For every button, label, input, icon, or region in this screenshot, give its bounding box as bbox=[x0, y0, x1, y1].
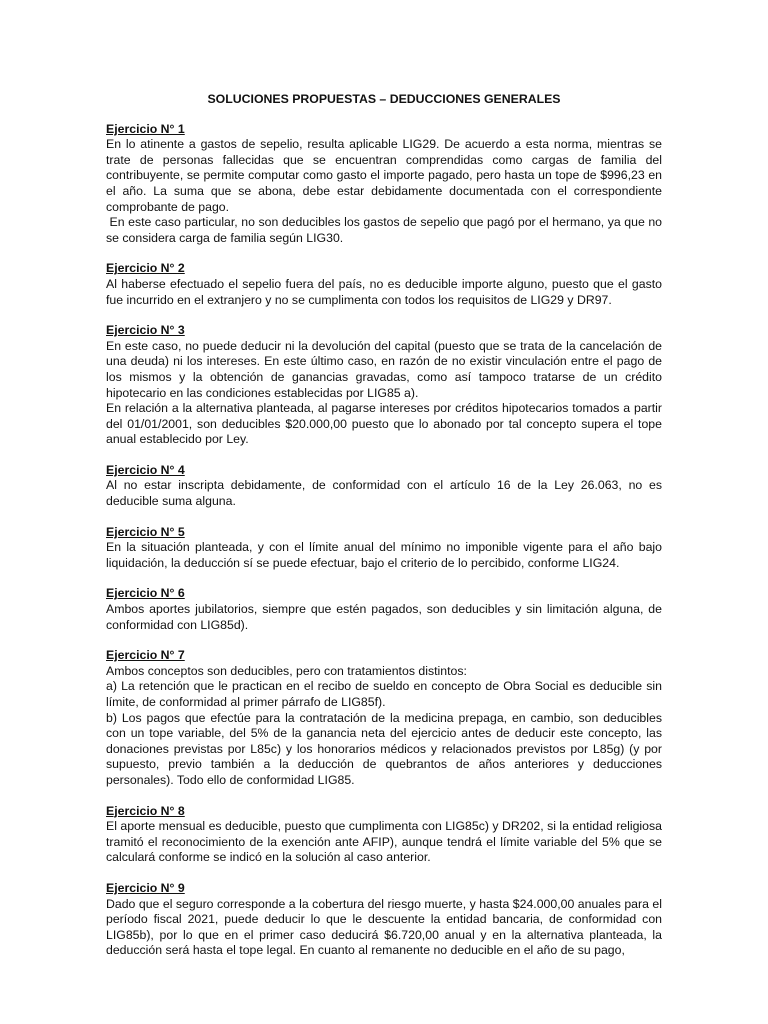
exercise-heading: Ejercicio N° 7 bbox=[106, 648, 185, 663]
exercise-heading: Ejercicio N° 2 bbox=[106, 261, 185, 276]
exercise-heading: Ejercicio N° 3 bbox=[106, 323, 185, 338]
exercise-paragraph: Al haberse efectuado el sepelio fuera del país, no es deducible importe alguno, puesto que el gasto fue incurrido en el extranjero y no se cumplimenta con todos los requisitos de LIG29 y DR97. bbox=[106, 276, 666, 307]
exercise-heading: Ejercicio N° 4 bbox=[106, 462, 185, 477]
exercise-paragraph: Ambos aportes jubilatorios, siempre que estén pagados, son deducibles y sin limitación alguna, de conformidad con LIG85d). bbox=[106, 602, 666, 632]
exercise-heading: Ejercicio N° 9 bbox=[106, 880, 185, 895]
exercise-section-7 bbox=[106, 648, 666, 788]
exercise-paragraph: En relación a la alternativa planteada, al pagarse intereses por créditos hipotecarios tomados a partir del 01/01/2001, son deducibles $20.000,00 puesto que lo abonado por tal concepto supera el tope anual establecido por Ley. bbox=[106, 401, 666, 447]
exercise-paragraph: b) Los pagos que efectúe para la contratación de la medicina prepaga, en cambio, son deducibles con un tope variable, del 5% de la ganancia neta del ejercicio antes de deducir este concepto, las donaciones previstas por L85c) y los honorarios médicos y relacionados previstos por L85g) (y por supuesto, previo también a la deducción de quebrantos de años anteriores y deducciones personales). Todo ello de conformidad LIG85. bbox=[106, 710, 666, 787]
document-title: SOLUCIONES PROPUESTAS – DEDUCCIONES GENERALES bbox=[207, 92, 561, 106]
exercise-paragraph: a) La retención que le practican en el recibo de sueldo en concepto de Obra Social es deducible sin límite, de conformidad al primer párrafo de LIG85f). bbox=[106, 679, 666, 709]
exercise-paragraph: El aporte mensual es deducible, puesto que cumplimenta con LIG85c) y DR202, si la entidad religiosa tramitó el reconocimiento de la exención ante AFIP), aunque tendrá el límite variable del 5% que se calculará conforme se indicó en la solución al caso anterior. bbox=[106, 819, 666, 865]
exercise-paragraph: Ambos conceptos son deducibles, pero con tratamientos distintos: bbox=[106, 663, 467, 678]
exercise-section-5 bbox=[106, 524, 666, 572]
exercise-paragraph: Al no estar inscripta debidamente, de conformidad con el artículo 16 de la Ley 26.063, no es deducible suma alguna. bbox=[106, 478, 666, 509]
exercise-paragraph: En lo atinente a gastos de sepelio, resulta aplicable LIG29. De acuerdo a esta norma, mientras se trate de personas fallecidas que se encuentran comprendidas como cargas de familia del contribuyente, se permite computar como gasto el importe pagado, pero hasta un tope de $996,23 en el año. La suma que se abona, debe estar debidamente documentada con el correspondiente comprobante de pago. bbox=[106, 137, 666, 214]
exercise-section-6 bbox=[106, 586, 666, 633]
exercise-paragraph: En este caso particular, no son deducibles los gastos de sepelio que pagó por el hermano, ya que no se considera carga de familia según LIG30. bbox=[106, 215, 666, 245]
document-page bbox=[106, 92, 666, 974]
exercise-section-4 bbox=[106, 462, 666, 510]
exercise-section-8 bbox=[106, 803, 666, 866]
exercise-section-3 bbox=[106, 323, 666, 448]
exercise-heading: Ejercicio N° 5 bbox=[106, 524, 185, 539]
exercise-section-9 bbox=[106, 880, 666, 959]
exercise-heading: Ejercicio N° 8 bbox=[106, 803, 185, 818]
exercise-list bbox=[106, 121, 666, 959]
exercise-section-2 bbox=[106, 261, 666, 308]
exercise-paragraph: En la situación planteada, y con el límite anual del mínimo no imponible vigente para el año bajo liquidación, la deducción sí se puede efectuar, bajo el criterio de lo percibido, conforme LIG24. bbox=[106, 540, 666, 570]
exercise-heading: Ejercicio N° 6 bbox=[106, 586, 185, 601]
exercise-paragraph: Dado que el seguro corresponde a la cobertura del riesgo muerte, y hasta $24.000,00 anuales para el período fiscal 2021, puede deducir lo que le descuente la entidad bancaria, de conformidad con LIG85b), por lo que en el primer caso deducirá $6.720,00 anual y en la alternativa planteada, la deducción será hasta el tope legal. En cuanto al remanente no deducible en el año de su pago, bbox=[106, 896, 666, 958]
exercise-section-1 bbox=[106, 121, 666, 247]
exercise-heading: Ejercicio N° 1 bbox=[106, 121, 185, 136]
exercise-paragraph: En este caso, no puede deducir ni la devolución del capital (puesto que se trata de la cancelación de una deuda) ni los intereses. En este último caso, en razón de no existir vinculación entre el pago de los mismos y la obtención de ganancias gravadas, como así tampoco tratarse de un crédito hipotecario en las condiciones establecidas por LIG85 a). bbox=[106, 338, 666, 400]
